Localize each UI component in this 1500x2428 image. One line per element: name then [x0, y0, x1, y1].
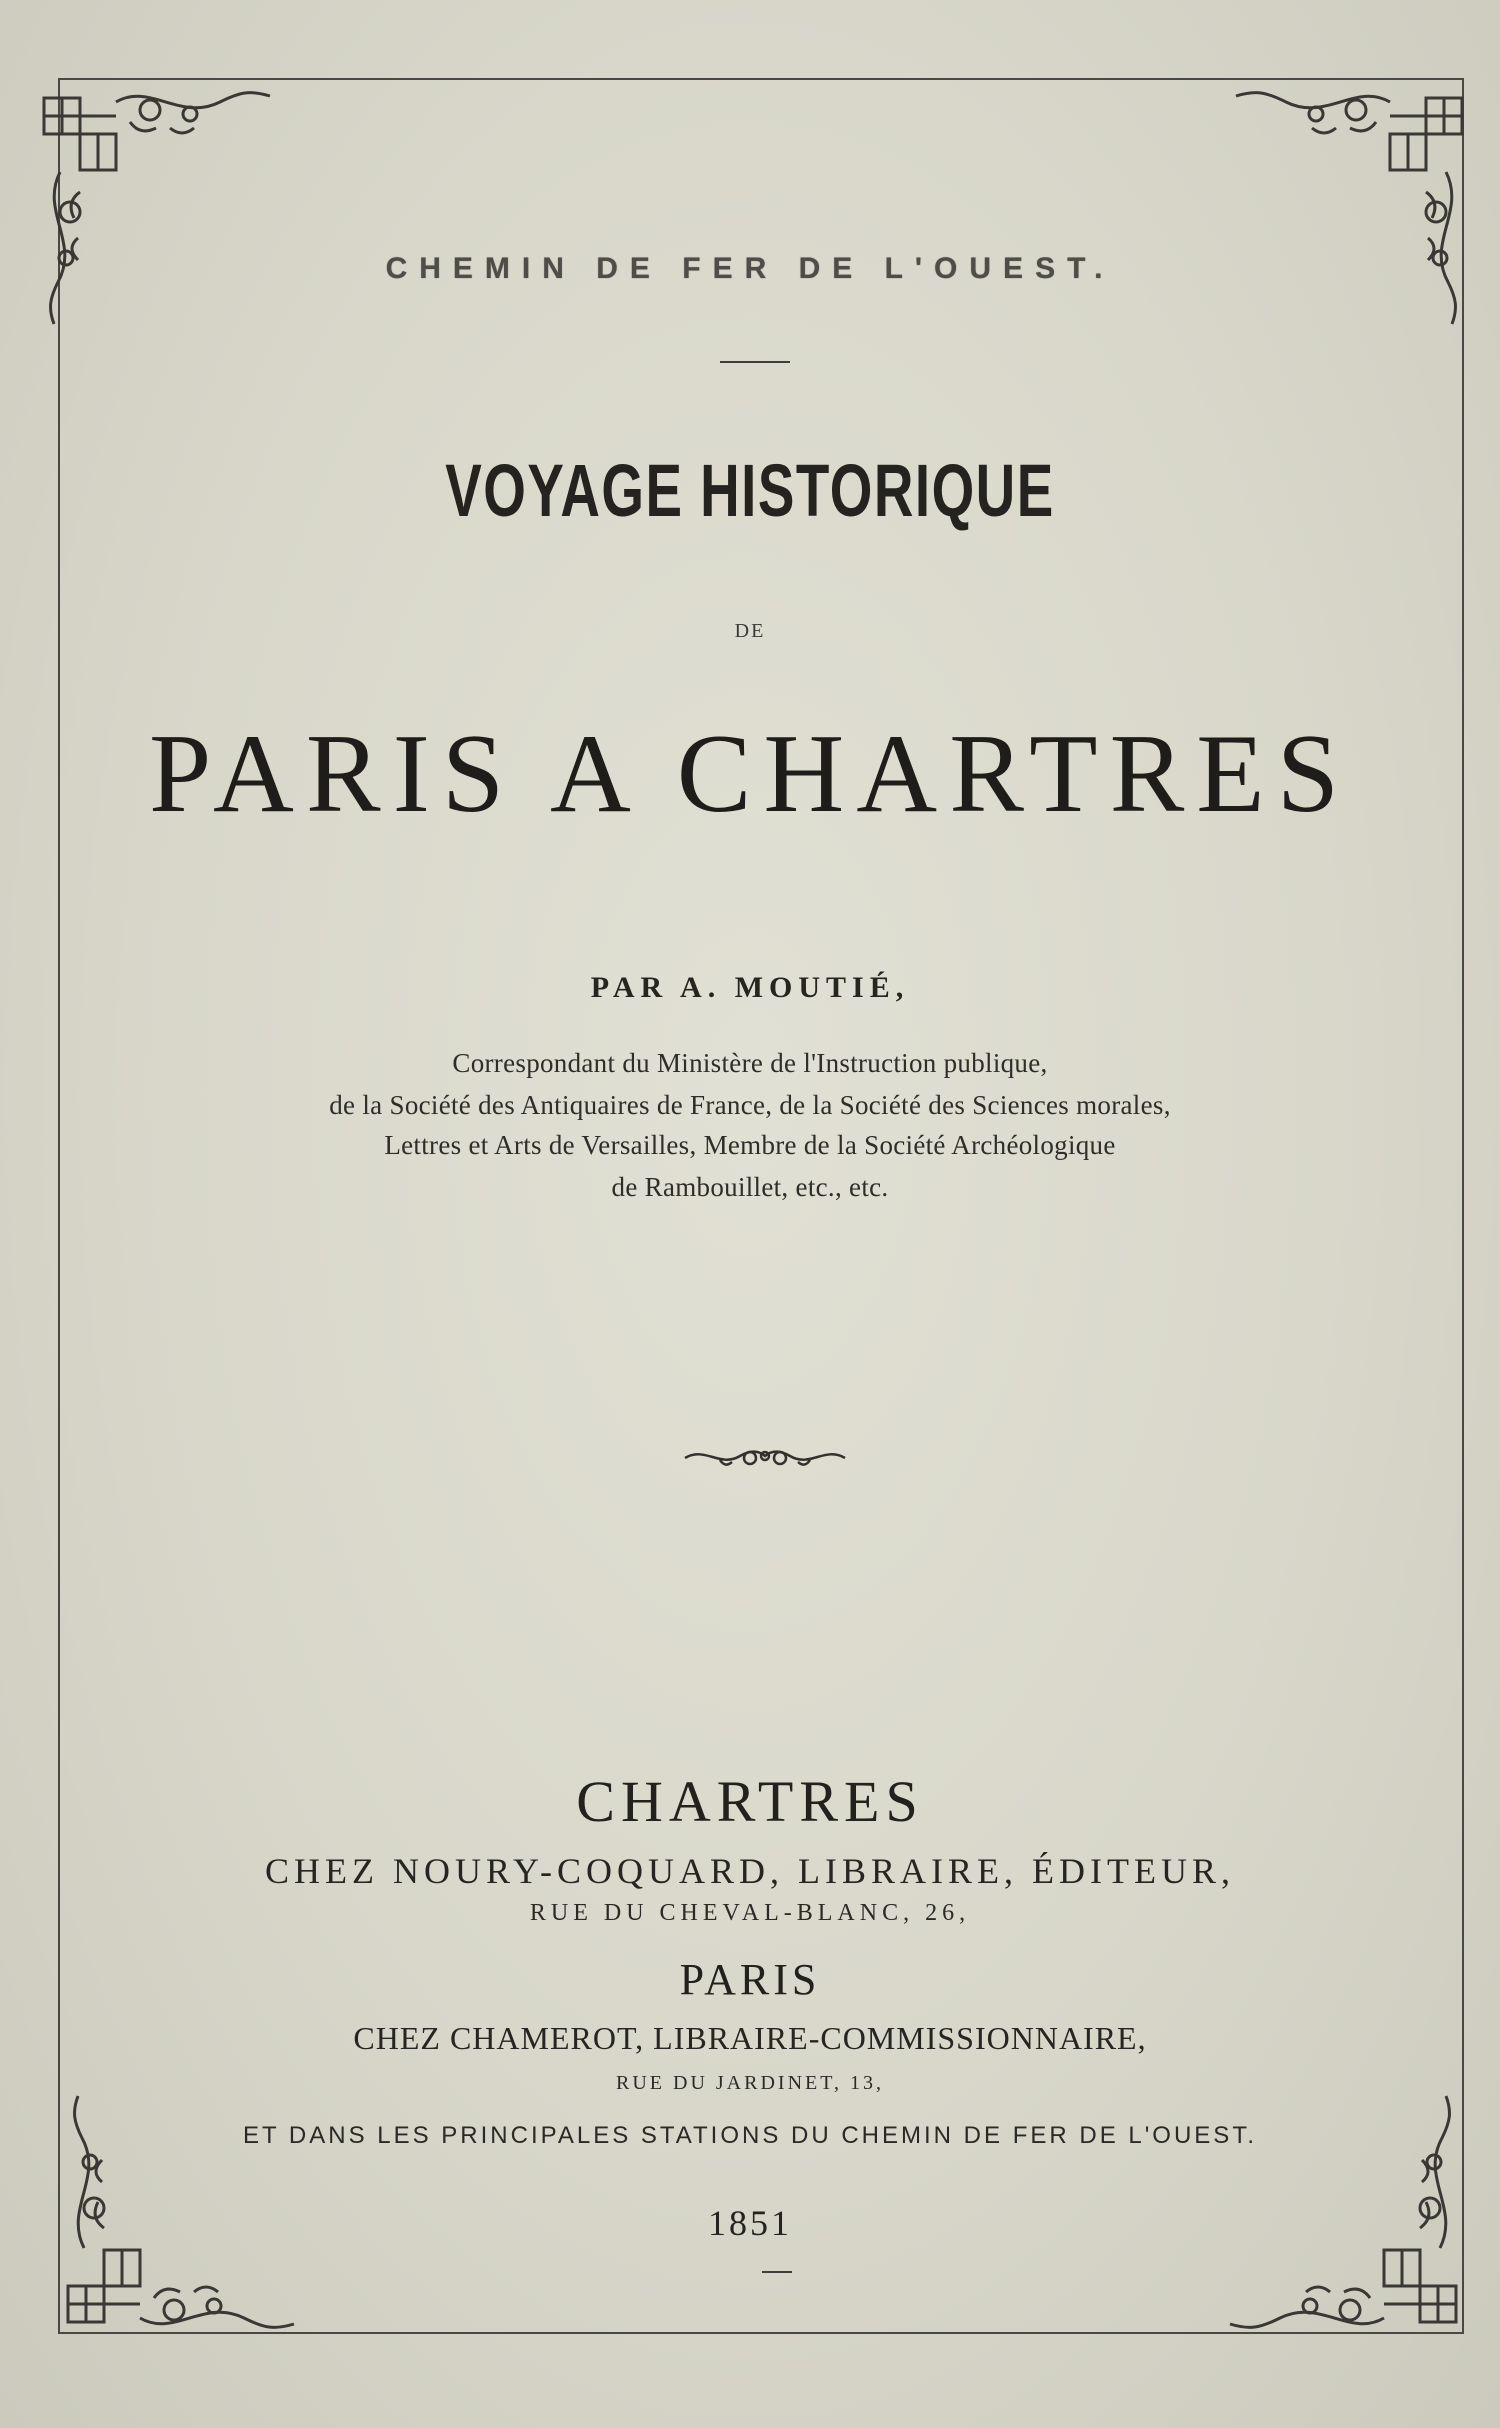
floral-corner-ornament-top-left [30, 62, 300, 332]
divider-rule [762, 2271, 792, 2273]
author-credential: de la Société des Antiquaires de France, de la Société des Sciences morales, [329, 1090, 1171, 1120]
imprint-publisher-2: CHEZ CHAMEROT, LIBRAIRE-COMMISSIONNAIRE, [353, 2020, 1147, 2056]
imprint-city-paris: PARIS [679, 1955, 821, 2004]
imprint-address-2: RUE DU JARDINET, 13, [616, 2072, 884, 2094]
scroll-fleuron-icon [680, 1436, 850, 1476]
author-credential: de Rambouillet, etc., etc. [611, 1172, 889, 1202]
publication-year: 1851 [708, 2203, 792, 2243]
floral-corner-icon [30, 62, 300, 332]
railway-line-heading: CHEMIN DE FER DE L'OUEST. [385, 252, 1115, 285]
imprint-city-chartres: CHARTRES [576, 1769, 924, 1834]
author-credential: Correspondant du Ministère de l'Instruction publique, [452, 1048, 1048, 1078]
divider-rule [720, 361, 790, 363]
imprint-stations: ET DANS LES PRINCIPALES STATIONS DU CHEMIN DE FER DE L'OUEST. [243, 2122, 1257, 2149]
author-byline: PAR A. MOUTIÉ, [590, 971, 910, 1004]
imprint-address-1: RUE DU CHEVAL-BLANC, 26, [529, 1900, 971, 1926]
title-line-1: VOYAGE HISTORIQUE [445, 449, 1055, 532]
title-connector: DE [734, 620, 766, 642]
floral-corner-icon [1206, 62, 1476, 332]
floral-corner-ornament-top-right [1206, 62, 1476, 332]
imprint-publisher-1: CHEZ NOURY-COQUARD, LIBRAIRE, ÉDITEUR, [265, 1851, 1235, 1891]
author-credential: Lettres et Arts de Versailles, Membre de la Société Archéologique [384, 1130, 1116, 1160]
title-line-2: PARIS A CHARTRES [149, 712, 1351, 836]
